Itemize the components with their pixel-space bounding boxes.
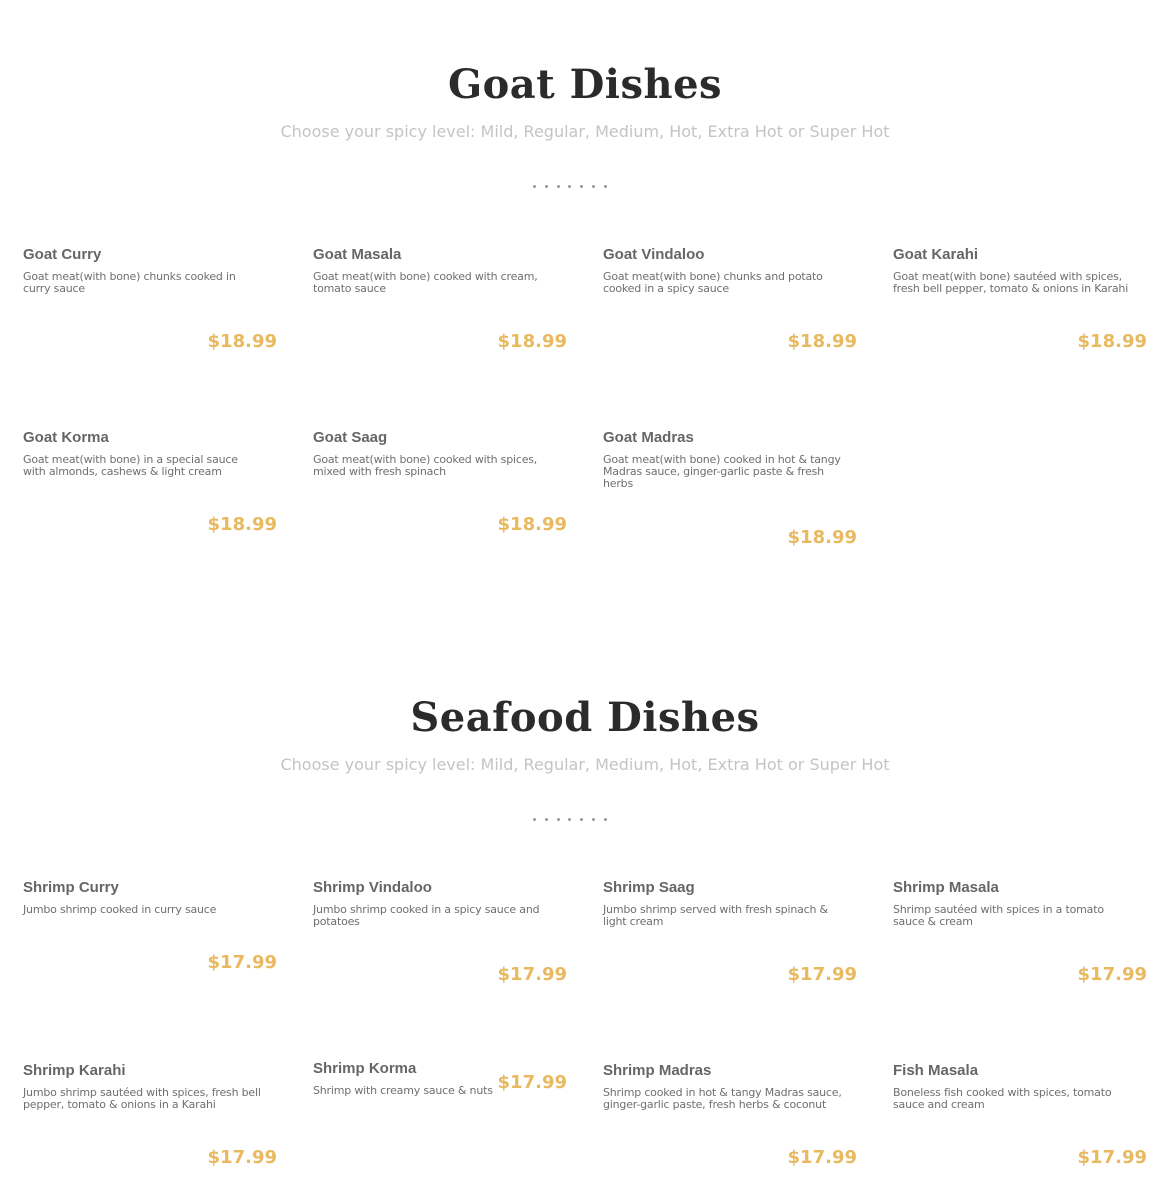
menu-item[interactable] xyxy=(313,1060,567,1200)
dish-price: $17.99 xyxy=(207,1147,277,1168)
dish-description: Jumbo shrimp sautéed with spices, fresh bell pepper, tomato & onions in a Karahi xyxy=(23,1086,261,1111)
dish-description: Jumbo shrimp cooked in curry sauce xyxy=(23,903,217,916)
dish-price: $17.99 xyxy=(207,952,277,973)
dish-price: $18.99 xyxy=(787,331,857,352)
dish-description: Shrimp cooked in hot & tangy Madras sauce, ginger-garlic paste, fresh herbs & coconut xyxy=(603,1086,842,1111)
dish-description: Goat meat(with bone) cooked with spices, mixed with fresh spinach xyxy=(313,453,538,478)
dish-price: $18.99 xyxy=(207,331,277,352)
menu-item[interactable] xyxy=(893,1062,1147,1202)
dish-name: Shrimp Masala xyxy=(893,879,999,896)
dish-name: Goat Madras xyxy=(603,429,694,446)
dish-description: Boneless fish cooked with spices, tomato sauce and cream xyxy=(893,1086,1112,1111)
dish-name: Goat Vindaloo xyxy=(603,246,705,263)
menu-item[interactable] xyxy=(893,246,1147,386)
menu-item[interactable] xyxy=(603,879,857,1019)
dish-name: Shrimp Vindaloo xyxy=(313,879,432,896)
dish-price: $18.99 xyxy=(497,514,567,535)
menu-item[interactable] xyxy=(23,429,277,569)
dish-name: Shrimp Curry xyxy=(23,879,119,896)
menu-item[interactable] xyxy=(603,1062,857,1202)
menu-item[interactable] xyxy=(313,879,567,1019)
menu-item[interactable] xyxy=(603,429,857,569)
dotted-divider xyxy=(533,816,607,822)
dish-description: Goat meat(with bone) cooked with cream, tomato sauce xyxy=(313,270,538,295)
dish-name: Goat Karahi xyxy=(893,246,979,263)
dish-price: $17.99 xyxy=(1077,964,1147,985)
dish-price: $18.99 xyxy=(1077,331,1147,352)
dish-price: $18.99 xyxy=(497,331,567,352)
dotted-divider xyxy=(533,183,607,189)
menu-item[interactable] xyxy=(23,1062,277,1202)
dish-name: Shrimp Saag xyxy=(603,879,695,896)
dish-description: Goat meat(with bone) cooked in hot & tangy Madras sauce, ginger-garlic paste & fresh herbs xyxy=(603,453,841,490)
menu-item[interactable] xyxy=(23,246,277,386)
menu-item[interactable] xyxy=(313,429,567,569)
dish-description: Jumbo shrimp cooked in a spicy sauce and potatoes xyxy=(313,903,540,928)
menu-item[interactable] xyxy=(23,879,277,1019)
dish-name: Goat Masala xyxy=(313,246,402,263)
section-subtitle: Choose your spicy level: Mild, Regular, Medium, Hot, Extra Hot or Super Hot xyxy=(280,122,890,141)
dish-description: Shrimp sautéed with spices in a tomato sauce & cream xyxy=(893,903,1104,928)
section-subtitle: Choose your spicy level: Mild, Regular, Medium, Hot, Extra Hot or Super Hot xyxy=(280,755,890,774)
menu-item[interactable] xyxy=(313,246,567,386)
menu-item[interactable] xyxy=(893,879,1147,1019)
dish-description: Goat meat(with bone) in a special sauce with almonds, cashews & light cream xyxy=(23,453,238,478)
menu-item[interactable] xyxy=(603,246,857,386)
section-title: Goat Dishes xyxy=(447,61,723,108)
dish-price: $17.99 xyxy=(787,1147,857,1168)
dish-name: Shrimp Madras xyxy=(603,1062,712,1079)
dish-name: Goat Curry xyxy=(23,246,102,263)
dish-description: Jumbo shrimp served with fresh spinach & light cream xyxy=(603,903,828,928)
dish-price: $17.99 xyxy=(787,964,857,985)
dish-price: $18.99 xyxy=(787,527,857,548)
dish-price: $17.99 xyxy=(497,1072,567,1093)
dish-price: $17.99 xyxy=(497,964,567,985)
dish-name: Fish Masala xyxy=(893,1062,979,1079)
dish-price: $17.99 xyxy=(1077,1147,1147,1168)
dish-description: Goat meat(with bone) chunks cooked in curry sauce xyxy=(23,270,236,295)
dish-name: Goat Saag xyxy=(313,429,388,446)
dish-name: Shrimp Korma xyxy=(313,1060,417,1077)
section-title: Seafood Dishes xyxy=(410,694,760,741)
dish-price: $18.99 xyxy=(207,514,277,535)
dish-description: Goat meat(with bone) chunks and potato cooked in a spicy sauce xyxy=(603,270,823,295)
dish-description: Goat meat(with bone) sautéed with spices, fresh bell pepper, tomato & onions in Karahi xyxy=(893,270,1129,295)
dish-name: Goat Korma xyxy=(23,429,109,446)
dish-name: Shrimp Karahi xyxy=(23,1062,126,1079)
dish-description: Shrimp with creamy sauce & nuts xyxy=(313,1084,493,1097)
